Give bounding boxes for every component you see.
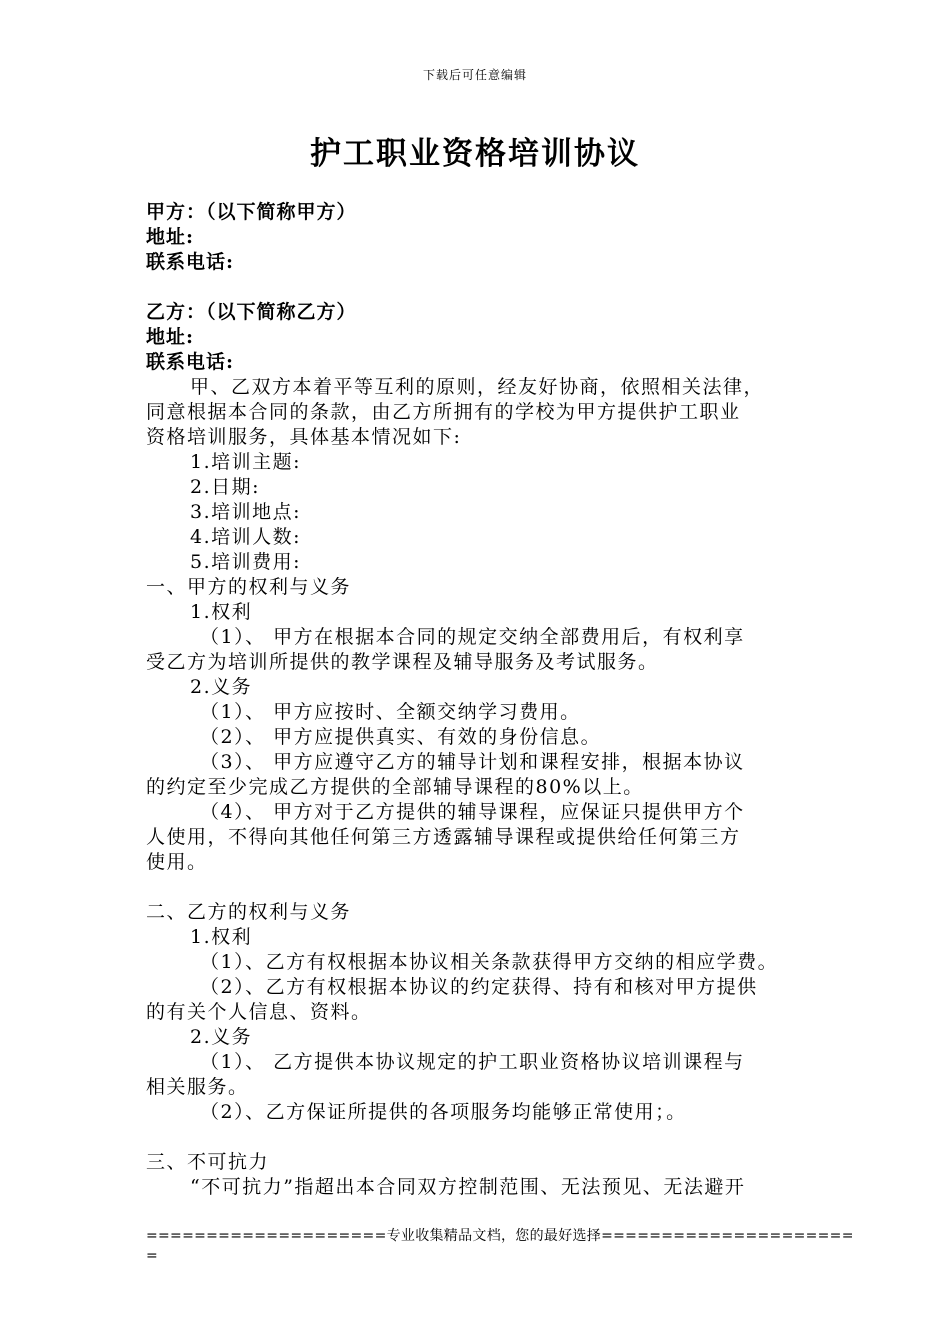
clause-line: 的有关个人信息、资料。 xyxy=(146,1001,372,1023)
party-a-label: 甲方：（以下简称甲方） xyxy=(146,201,357,223)
clause-line: （1）、 乙方提供本协议规定的护工职业资格协议培训课程与 xyxy=(200,1051,745,1073)
clause-line: 使用。 xyxy=(146,851,208,873)
clause-line: （1）、 甲方在根据本合同的规定交纳全部费用后，有权利享 xyxy=(200,626,745,648)
footer-line: = xyxy=(146,1248,159,1264)
blank-line xyxy=(146,875,826,900)
footer-line: ====================专业收集精品文档，您的最好选择===================== xyxy=(146,1228,854,1244)
subsection-label: 1.权利 xyxy=(190,601,253,623)
section-heading: 三、不可抗力 xyxy=(146,1151,270,1173)
basic-item-date: 2.日期: xyxy=(190,476,261,498)
document-title: 护工职业资格培训协议 xyxy=(310,136,640,172)
clause-line: 的约定至少完成乙方提供的全部辅导课程的80%以上。 xyxy=(146,776,644,798)
clause-line: 人使用，不得向其他任何第三方透露辅导课程或提供给任何第三方 xyxy=(146,826,741,848)
party-b-phone: 联系电话: xyxy=(146,351,235,373)
blank-line xyxy=(146,275,826,300)
section-heading: 二、乙方的权利与义务 xyxy=(146,901,352,923)
basic-item-headcount: 4.培训人数: xyxy=(190,526,302,548)
clause-line: （1）、乙方有权根据本协议相关条款获得甲方交纳的相应学费。 xyxy=(200,951,779,973)
subsection-label: 1.权利 xyxy=(190,926,253,948)
header-note: 下载后可任意编辑 xyxy=(422,68,527,82)
document-body xyxy=(146,200,826,1200)
clause-line: （3）、 甲方应遵守乙方的辅导计划和课程安排，根据本协议 xyxy=(200,751,745,773)
party-b-address: 地址: xyxy=(146,326,195,348)
basic-item-fee: 5.培训费用: xyxy=(190,551,302,573)
clause-line: （4）、 甲方对于乙方提供的辅导课程，应保证只提供甲方个 xyxy=(200,801,745,823)
clause-line: （2）、乙方有权根据本协议的约定获得、持有和核对甲方提供 xyxy=(200,976,758,998)
party-b-label: 乙方：（以下简称乙方） xyxy=(146,301,357,323)
blank-line xyxy=(146,1125,826,1150)
intro-line: 甲、乙双方本着平等互利的原则，经友好协商，依照相关法律， xyxy=(190,376,765,398)
party-a-phone: 联系电话: xyxy=(146,251,235,273)
basic-item-location: 3.培训地点: xyxy=(190,501,302,523)
footer-banner xyxy=(146,1226,854,1266)
intro-line: 同意根据本合同的条款，由乙方所拥有的学校为甲方提供护工职业 xyxy=(146,401,741,423)
clause-line: （2）、乙方保证所提供的各项服务均能够正常使用；。 xyxy=(200,1101,687,1123)
clause-line: “不可抗力”指超出本合同双方控制范围、无法预见、无法避开 xyxy=(190,1176,746,1198)
party-a-address: 地址: xyxy=(146,226,195,248)
clause-line: 受乙方为培训所提供的教学课程及辅导服务及考试服务。 xyxy=(146,651,659,673)
clause-line: （1）、 甲方应按时、全额交纳学习费用。 xyxy=(200,701,581,723)
clause-line: 相关服务。 xyxy=(146,1076,249,1098)
section-heading: 一、甲方的权利与义务 xyxy=(146,576,352,598)
subsection-label: 2.义务 xyxy=(190,676,253,698)
subsection-label: 2.义务 xyxy=(190,1026,253,1048)
basic-item-topic: 1.培训主题: xyxy=(190,451,302,473)
intro-line: 资格培训服务，具体基本情况如下: xyxy=(146,426,462,448)
clause-line: （2）、 甲方应提供真实、有效的身份信息。 xyxy=(200,726,602,748)
